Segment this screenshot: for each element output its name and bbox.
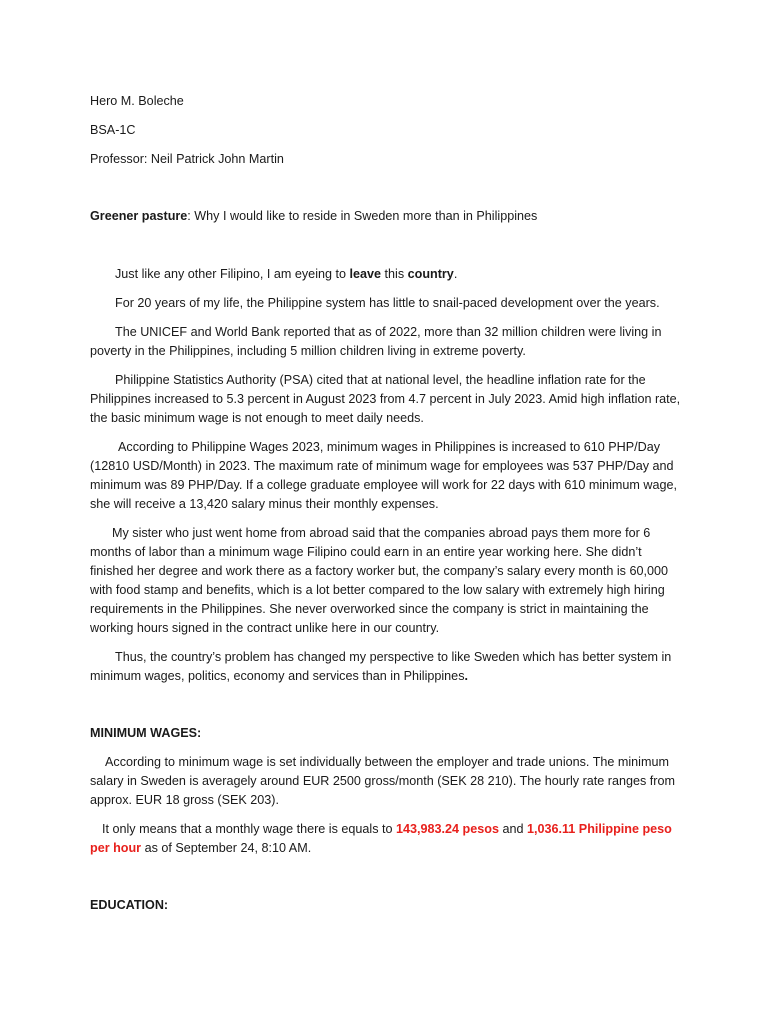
bold-leave: leave bbox=[349, 267, 382, 281]
professor-line: Professor: Neil Patrick John Martin bbox=[90, 152, 284, 166]
text-run: . bbox=[453, 267, 458, 281]
essay-title bbox=[90, 207, 682, 226]
author-name: Hero M. Boleche bbox=[90, 94, 184, 108]
essay-title-rest: : Why I would like to reside in Sweden more than in Philippines bbox=[187, 209, 538, 223]
course-section: BSA-1C bbox=[90, 123, 136, 137]
text-run: Thus, the country’s problem has changed my perspective to like Sweden which has better system in minimum wages, politics, economy and services than in Philippines bbox=[90, 650, 672, 683]
paragraph-sister-abroad: My sister who just went home from abroad said that the companies abroad pays them more for 6 months of labor than a minimum wage Filipino could earn in an entire year working here. She didn’t finished her degree and work there as a factory worker but, the company’s salary every month is 60,000 with food stamp and benefits, which is a lot better compared to the low salary with extremely high hiring requirements in the Philippines. She never overworked since the company is strict in maintaining the working hours signed in the contract unlike here in our country. bbox=[90, 526, 668, 635]
text-run: Just like any other Filipino, I am eyeing to bbox=[115, 267, 350, 281]
paragraph-psa-inflation: Philippine Statistics Authority (PSA) cited that at national level, the headline inflation rate for the Philippines increased to 5.3 percent in August 2023 from 4.7 percent in July 2023. Amid high inflation rate, the basic minimum wage is not enough to meet daily needs. bbox=[90, 373, 681, 425]
heading-minimum-wages: MINIMUM WAGES: bbox=[90, 726, 202, 740]
highlight-monthly-pesos: 143,983.24 pesos bbox=[396, 822, 499, 836]
text-run: as of September 24, 8:10 AM. bbox=[141, 841, 312, 855]
paragraph-leave-country bbox=[90, 265, 682, 284]
essay-title-bold: Greener pasture bbox=[90, 209, 188, 223]
document-body bbox=[90, 92, 682, 915]
bold-country: country bbox=[407, 267, 454, 281]
paragraph-sweden-minimum-wage: According to minimum wage is set individually between the employer and trade unions. The minimum salary in Sweden is averagely around EUR 2500 gross/month (SEK 28 210). The hourly rate ranges from approx. EUR 18 gross (SEK 203). bbox=[90, 755, 675, 807]
paragraph-philippine-wages: According to Philippine Wages 2023, minimum wages in Philippines is increased to 610 PHP/Day (12810 USD/Month) in 2023. The maximum rate of minimum wage for employees was 537 PHP/Day and minimum was 89 PHP/Day. If a college graduate employee will work for 22 days with 610 minimum wage, she will receive a 13,420 salary minus their monthly expenses. bbox=[90, 440, 678, 511]
highlight-hourly-pesos: 1,036.11 Philippine peso per hour bbox=[90, 822, 672, 855]
paragraph-unicef: The UNICEF and World Bank reported that as of 2022, more than 32 million children were living in poverty in the Philippines, including 5 million children living in extreme poverty. bbox=[90, 325, 662, 358]
text-run: this bbox=[381, 267, 408, 281]
text-run: It only means that a monthly wage there is equals to bbox=[102, 822, 397, 836]
paragraph-sweden-perspective bbox=[90, 648, 682, 686]
paragraph-peso-conversion bbox=[90, 820, 682, 858]
bold-period: . bbox=[464, 669, 468, 683]
heading-education: EDUCATION: bbox=[90, 898, 169, 912]
paragraph-20-years: For 20 years of my life, the Philippine system has little to snail-paced development over the years. bbox=[115, 296, 660, 310]
text-run: and bbox=[498, 822, 527, 836]
